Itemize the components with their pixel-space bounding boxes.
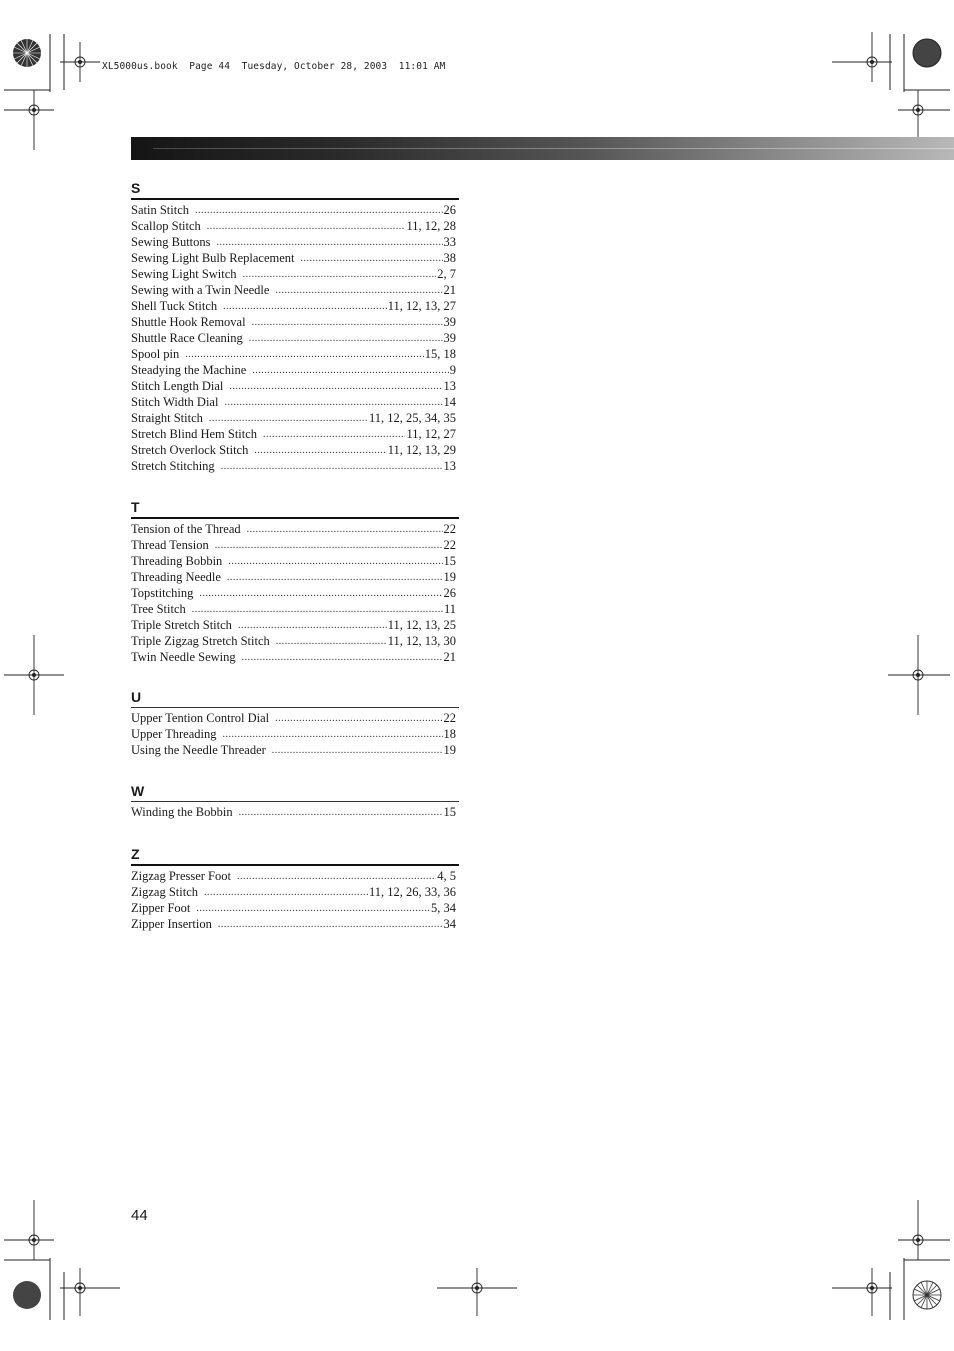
- dot-leader: [192, 603, 443, 617]
- entry-pages: 11, 12, 13, 25: [387, 618, 456, 632]
- dot-leader: [301, 252, 443, 266]
- dot-leader: [254, 444, 386, 458]
- index-entry: [131, 537, 459, 553]
- header-banner: [131, 137, 954, 160]
- index-entry: [131, 710, 459, 726]
- section-letter: T: [131, 499, 140, 515]
- index-entry: [131, 346, 459, 362]
- entry-pages: 11, 12, 27: [406, 427, 456, 441]
- entry-term: Using the Needle Threader: [131, 743, 266, 757]
- entry-pages: 11, 12, 13, 27: [387, 299, 456, 313]
- entry-pages: 34: [443, 917, 456, 931]
- index-entry: [131, 884, 459, 900]
- index-section-t: [131, 498, 459, 665]
- dot-leader: [237, 870, 436, 884]
- entry-term: Twin Needle Sewing: [131, 650, 236, 664]
- entry-term: Scallop Stitch: [131, 219, 201, 233]
- index-entry: [131, 426, 459, 442]
- index-entry: [131, 234, 459, 250]
- entry-term: Sewing with a Twin Needle: [131, 283, 270, 297]
- index-entry: [131, 394, 459, 410]
- dot-leader: [218, 918, 443, 932]
- index-entry: [131, 266, 459, 282]
- index-section-s: [131, 179, 459, 474]
- index-entry-list: [131, 202, 459, 474]
- dot-leader: [275, 284, 442, 298]
- entry-term: Shuttle Race Cleaning: [131, 331, 243, 345]
- entry-term: Zipper Foot: [131, 901, 191, 915]
- entry-term: Upper Threading: [131, 727, 217, 741]
- index-entry: [131, 585, 459, 601]
- entry-term: Threading Needle: [131, 570, 221, 584]
- dot-leader: [224, 396, 442, 410]
- dot-leader: [223, 300, 387, 314]
- section-letter: Z: [131, 846, 140, 862]
- dot-leader: [252, 316, 443, 330]
- index-entry: [131, 442, 459, 458]
- section-letter: S: [131, 180, 141, 196]
- dot-leader: [243, 268, 437, 282]
- section-rule: [131, 517, 459, 519]
- entry-term: Stretch Blind Hem Stitch: [131, 427, 258, 441]
- entry-pages: 19: [443, 570, 456, 584]
- entry-pages: 26: [443, 586, 456, 600]
- entry-term: Shuttle Hook Removal: [131, 315, 246, 329]
- dot-leader: [221, 460, 443, 474]
- entry-pages: 11, 12, 28: [406, 219, 456, 233]
- index-entry: [131, 804, 459, 820]
- entry-pages: 26: [443, 203, 456, 217]
- dot-leader: [204, 886, 368, 900]
- entry-term: Zipper Insertion: [131, 917, 212, 931]
- section-rule: [131, 707, 459, 708]
- dot-leader: [195, 204, 443, 218]
- entry-pages: 38: [443, 251, 456, 265]
- entry-pages: 18: [443, 727, 456, 741]
- dot-leader: [272, 744, 443, 758]
- index-section-w: [131, 782, 459, 820]
- index-entry: [131, 282, 459, 298]
- entry-term: Threading Bobbin: [131, 554, 223, 568]
- dot-leader: [252, 364, 449, 378]
- dot-leader: [263, 428, 405, 442]
- entry-pages: 9: [449, 363, 456, 377]
- entry-pages: 11, 12, 26, 33, 36: [368, 885, 456, 899]
- dot-leader: [185, 348, 423, 362]
- section-rule: [131, 801, 459, 802]
- dot-leader: [275, 712, 442, 726]
- entry-term: Sewing Buttons: [131, 235, 211, 249]
- entry-pages: 2, 7: [437, 267, 456, 281]
- index-entry: [131, 649, 459, 665]
- entry-pages: 15: [443, 554, 456, 568]
- index-entry-list: [131, 710, 459, 758]
- entry-term: Stitch Width Dial: [131, 395, 219, 409]
- entry-term: Satin Stitch: [131, 203, 189, 217]
- index-entry: [131, 298, 459, 314]
- entry-pages: 22: [443, 522, 456, 536]
- index-section-u: [131, 688, 459, 758]
- dot-leader: [223, 728, 443, 742]
- dot-leader: [242, 651, 443, 665]
- entry-term: Upper Tention Control Dial: [131, 711, 270, 725]
- index-entry: [131, 601, 459, 617]
- entry-pages: 15, 18: [424, 347, 456, 361]
- entry-term: Winding the Bobbin: [131, 805, 233, 819]
- dot-leader: [229, 380, 442, 394]
- dot-leader: [215, 539, 443, 553]
- index-entry: [131, 569, 459, 585]
- index-entry: [131, 202, 459, 218]
- index-entry: [131, 617, 459, 633]
- dot-leader: [196, 902, 430, 916]
- entry-term: Shell Tuck Stitch: [131, 299, 218, 313]
- entry-term: Thread Tension: [131, 538, 209, 552]
- entry-pages: 19: [443, 743, 456, 757]
- entry-pages: 4, 5: [437, 869, 456, 883]
- entry-pages: 11: [443, 602, 456, 616]
- entry-pages: 15: [443, 805, 456, 819]
- entry-term: Zigzag Presser Foot: [131, 869, 231, 883]
- index-entry-list: [131, 804, 459, 820]
- index-entry: [131, 868, 459, 884]
- index-entry: [131, 410, 459, 426]
- entry-pages: 21: [443, 650, 456, 664]
- dot-leader: [217, 236, 443, 250]
- entry-pages: 33: [443, 235, 456, 249]
- entry-pages: 14: [443, 395, 456, 409]
- entry-term: Sewing Light Switch: [131, 267, 237, 281]
- index-entry: [131, 378, 459, 394]
- entry-pages: 21: [443, 283, 456, 297]
- entry-pages: 39: [443, 315, 456, 329]
- dot-leader: [247, 523, 443, 537]
- index-entry-list: [131, 868, 459, 932]
- entry-term: Tension of the Thread: [131, 522, 241, 536]
- index-entry: [131, 218, 459, 234]
- index-entry: [131, 916, 459, 932]
- index-entry: [131, 250, 459, 266]
- index-entry: [131, 330, 459, 346]
- entry-term: Triple Zigzag Stretch Stitch: [131, 634, 270, 648]
- index-entry: [131, 900, 459, 916]
- entry-term: Stitch Length Dial: [131, 379, 224, 393]
- entry-pages: 11, 12, 25, 34, 35: [368, 411, 456, 425]
- dot-leader: [227, 571, 443, 585]
- index-entry: [131, 742, 459, 758]
- page-number: 44: [131, 1207, 148, 1224]
- entry-pages: 5, 34: [431, 901, 456, 915]
- index-entry: [131, 458, 459, 474]
- entry-pages: 39: [443, 331, 456, 345]
- dot-leader: [207, 220, 406, 234]
- dot-leader: [239, 806, 443, 820]
- entry-pages: 13: [443, 379, 456, 393]
- index-entry-list: [131, 521, 459, 665]
- dot-leader: [199, 587, 442, 601]
- file-header-text: XL5000us.book Page 44 Tuesday, October 28, 2003 11:01 AM: [102, 61, 446, 72]
- entry-term: Spool pin: [131, 347, 180, 361]
- entry-term: Steadying the Machine: [131, 363, 247, 377]
- entry-pages: 11, 12, 13, 29: [387, 443, 456, 457]
- header-banner-line: [153, 148, 954, 149]
- entry-pages: 22: [443, 538, 456, 552]
- section-rule: [131, 198, 459, 200]
- section-letter: U: [131, 689, 142, 705]
- entry-term: Sewing Light Bulb Replacement: [131, 251, 295, 265]
- index-entry: [131, 314, 459, 330]
- section-rule: [131, 864, 459, 866]
- index-section-z: [131, 845, 459, 932]
- entry-pages: 22: [443, 711, 456, 725]
- index-entry: [131, 633, 459, 649]
- entry-term: Topstitching: [131, 586, 194, 600]
- dot-leader: [238, 619, 387, 633]
- section-letter: W: [131, 783, 145, 799]
- entry-term: Triple Stretch Stitch: [131, 618, 232, 632]
- entry-term: Zigzag Stitch: [131, 885, 198, 899]
- dot-leader: [209, 412, 368, 426]
- entry-term: Stretch Stitching: [131, 459, 215, 473]
- index-entry: [131, 521, 459, 537]
- entry-term: Tree Stitch: [131, 602, 186, 616]
- entry-pages: 13: [443, 459, 456, 473]
- dot-leader: [276, 635, 387, 649]
- entry-term: Straight Stitch: [131, 411, 203, 425]
- index-entry: [131, 553, 459, 569]
- dot-leader: [228, 555, 442, 569]
- dot-leader: [249, 332, 443, 346]
- index-entry: [131, 726, 459, 742]
- entry-term: Stretch Overlock Stitch: [131, 443, 249, 457]
- entry-pages: 11, 12, 13, 30: [387, 634, 456, 648]
- index-entry: [131, 362, 459, 378]
